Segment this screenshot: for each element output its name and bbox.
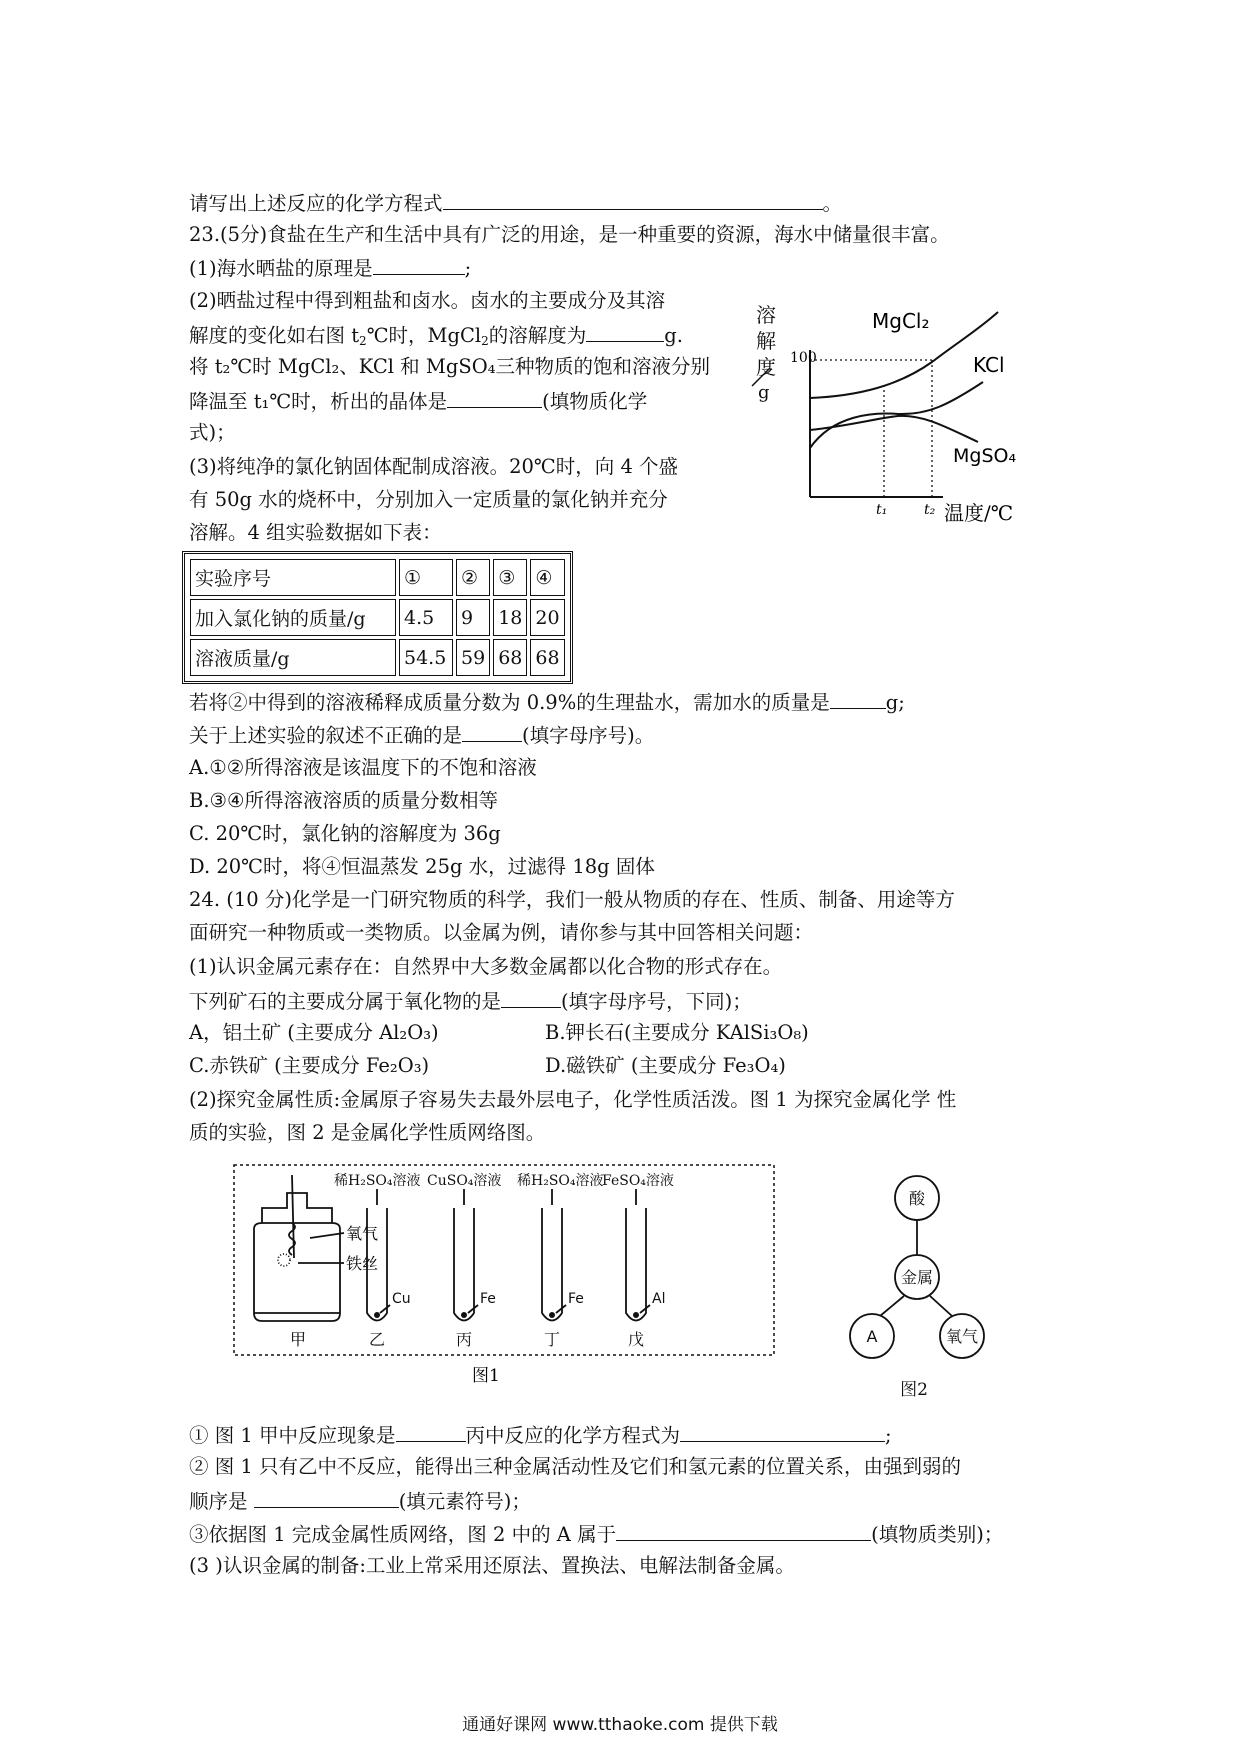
series-label-mgcl2: MgCl₂ [872, 309, 930, 333]
tube-reagent: 稀H₂SO₄溶液 [517, 1173, 604, 1189]
q24-sub2-line1: ② 图 1 只有乙中不反应，能得出三种金属活动性及它们和氢元素的位置关系，由强到弱的 [189, 1455, 962, 1478]
answer-blank[interactable] [586, 321, 664, 342]
table-cell: 溶液质量/g [190, 639, 396, 676]
table-row [190, 639, 565, 676]
q24-part1-line1: (1)认识金属元素存在：自然界中大多数金属都以化合物的形式存在。 [189, 955, 783, 978]
tube-name: 丙 [456, 1330, 473, 1349]
tube-metal: Fe [568, 1291, 584, 1307]
series-kcl-curve [810, 382, 983, 448]
q23-part3-line1: (3)将纯净的氯化钠固体配制成溶液。20℃时，向 4 个盛 [189, 455, 679, 478]
series-mgso4-curve [810, 416, 978, 442]
q24-option-a: A，铝土矿 (主要成分 Al₂O₃) [189, 1021, 439, 1044]
figure-1-caption: 图1 [472, 1366, 500, 1386]
series-label-mgso4: MgSO₄ [953, 445, 1017, 467]
answer-blank[interactable] [462, 721, 522, 742]
tube-name: 丁 [544, 1330, 561, 1349]
jar-label-iron-wire: 铁丝 [346, 1254, 379, 1273]
table-cell: 68 [530, 639, 564, 676]
q23-part3-line3: 溶解。4 组实验数据如下表： [189, 521, 442, 544]
q23-part2-line2: 解度的变化如右图 $t_2℃$时，MgCl$_2$的溶解度为 g. [189, 321, 683, 354]
answer-blank[interactable] [443, 189, 823, 210]
series-label-kcl: KCl [973, 353, 1005, 377]
q24-part1-line2: 下列矿石的主要成分属于氧化物的是 (填字母序号，下同)； [189, 987, 752, 1015]
q24-part2-line1: (2)探究金属性质:金属原子容易失去最外层电子，化学性质活泼。图 1 为探究金属化学 性 [189, 1088, 957, 1111]
chart-ylabel-ch1: 溶 [756, 303, 776, 327]
tube-name: 乙 [369, 1330, 386, 1349]
chart-ylabel-ch3: 度 [756, 355, 776, 379]
q24-sub1: ① 图 1 甲中反应现象是 丙中反应的化学方程式为 ; [189, 1421, 892, 1449]
answer-blank[interactable] [396, 1421, 466, 1442]
q24-part3: (3 )认识金属的制备:工业上常采用还原法、置换法、电解法制备金属。 [189, 1554, 795, 1577]
answer-blank[interactable] [447, 387, 542, 408]
tube-reagent: FeSO₄溶液 [602, 1173, 674, 1189]
q22-equation-prompt: 请写出上述反应的化学方程式 。 [189, 189, 842, 217]
node-label: 金属 [900, 1268, 934, 1287]
q23-part3-line2: 有 50g 水的烧杯中，分别加入一定质量的氯化钠并充分 [189, 488, 668, 511]
tube-reagent: CuSO₄溶液 [427, 1173, 502, 1189]
node-label: A [866, 1327, 878, 1346]
q24-sub3: ③依据图 1 完成金属性质网络，图 2 中的 A 属于 (填物质类别)； [189, 1520, 1003, 1548]
q24-sub2-line2: 顺序是 (填元素符号)； [189, 1487, 531, 1515]
table-row [190, 559, 565, 596]
chart-y-tick-100: 100 [790, 350, 817, 366]
table-cell: 4.5 [399, 599, 453, 636]
q23-dilution-question: 若将②中得到的溶液稀释成质量分数为 0.9%的生理盐水，需加水的质量是 g; [189, 688, 905, 716]
q24-intro-line1: 24. (10 分)化学是一门研究物质的科学，我们一般从物质的存在、性质、制备、用途等方 [189, 888, 955, 911]
q23-option-b: B.③④所得溶液溶质的质量分数相等 [189, 789, 498, 812]
answer-blank[interactable] [373, 254, 465, 275]
test-tube [454, 1208, 474, 1321]
chart-xlabel: 温度/℃ [944, 501, 1014, 525]
answer-blank[interactable] [254, 1487, 399, 1508]
table-cell: ① [399, 559, 453, 596]
answer-blank[interactable] [501, 987, 561, 1008]
q23-option-d: D. 20℃时，将④恒温蒸发 25g 水，过滤得 18g 固体 [189, 855, 655, 878]
q24-option-b: B.钾长石(主要成分 KAlSi₃O₈) [545, 1021, 809, 1044]
solubility-chart [748, 300, 1038, 540]
q23-incorrect-question: 关于上述实验的叙述不正确的是 (填字母序号)。 [189, 721, 654, 749]
node-label: 氧气 [945, 1327, 979, 1346]
table-cell: 18 [493, 599, 527, 636]
tube-metal: Cu [392, 1291, 411, 1307]
table-cell: 59 [456, 639, 490, 676]
table-cell: 9 [456, 599, 490, 636]
jar-label-oxygen: 氧气 [346, 1224, 379, 1243]
q23-part2-line1: (2)晒盐过程中得到粗盐和卤水。卤水的主要成分及其溶 [189, 289, 666, 312]
q23-option-c: C. 20℃时，氯化钠的溶解度为 36g [189, 822, 501, 845]
tube-metal: Al [652, 1291, 666, 1307]
experiment-table [182, 551, 573, 684]
chart-ylabel-ch2: 解 [756, 329, 776, 353]
q23-part2-line4: 降温至 t₁℃时，析出的晶体是 (填物质化学 [189, 387, 647, 415]
q24-part2-line2: 质的实验，图 2 是金属化学性质网络图。 [189, 1121, 546, 1144]
q23-part2-line3: 将 t₂℃时 MgCl₂、KCl 和 MgSO₄三种物质的饱和溶液分别 [189, 355, 710, 378]
table-cell: 68 [493, 639, 527, 676]
q23-intro: 23.(5分)食盐在生产和生活中具有广泛的用途，是一种重要的资源，海水中储量很丰富。 [189, 223, 950, 246]
table-cell: ③ [493, 559, 527, 596]
q24-option-d: D.磁铁矿 (主要成分 Fe₃O₄) [545, 1054, 786, 1077]
table-cell: 54.5 [399, 639, 453, 676]
q23-part2-line5: 式)； [189, 421, 236, 444]
jar-name: 甲 [290, 1330, 307, 1349]
table-cell: ② [456, 559, 490, 596]
tube-name: 戊 [628, 1330, 645, 1349]
test-tube [626, 1208, 646, 1321]
chart-x-tick-t1: t₁ [876, 502, 888, 518]
oxygen-jar [254, 1175, 344, 1321]
chart-x-tick-t2: t₂ [924, 502, 936, 518]
tube-metal: Fe [480, 1291, 496, 1307]
table-row [190, 599, 565, 636]
q23-part1: (1)海水晒盐的原理是 ; [189, 254, 471, 282]
tube-reagent: 稀H₂SO₄溶液 [334, 1173, 421, 1189]
figure-2-network [840, 1163, 1000, 1403]
page-footer: 通通好课网 www.tthaoke.com 提供下载 [462, 1715, 778, 1735]
answer-blank[interactable] [830, 688, 886, 709]
table-cell: 加入氯化钠的质量/g [190, 599, 396, 636]
table-cell: ④ [530, 559, 564, 596]
q24-intro-line2: 面研究一种物质或一类物质。以金属为例，请你参与其中回答相关问题： [189, 921, 814, 944]
figure-1-apparatus [232, 1163, 780, 1388]
answer-blank[interactable] [680, 1421, 885, 1442]
q23-option-a: A.①②所得溶液是该温度下的不饱和溶液 [189, 756, 537, 779]
node-label: 酸 [908, 1189, 926, 1208]
figure-2-caption: 图2 [900, 1380, 928, 1400]
answer-blank[interactable] [616, 1520, 871, 1541]
table-cell: 20 [530, 599, 564, 636]
q24-option-c: C.赤铁矿 (主要成分 Fe₂O₃) [189, 1054, 430, 1077]
table-cell: 实验序号 [190, 559, 396, 596]
test-tube [542, 1208, 562, 1321]
chart-ylabel-unit: g [758, 382, 770, 403]
